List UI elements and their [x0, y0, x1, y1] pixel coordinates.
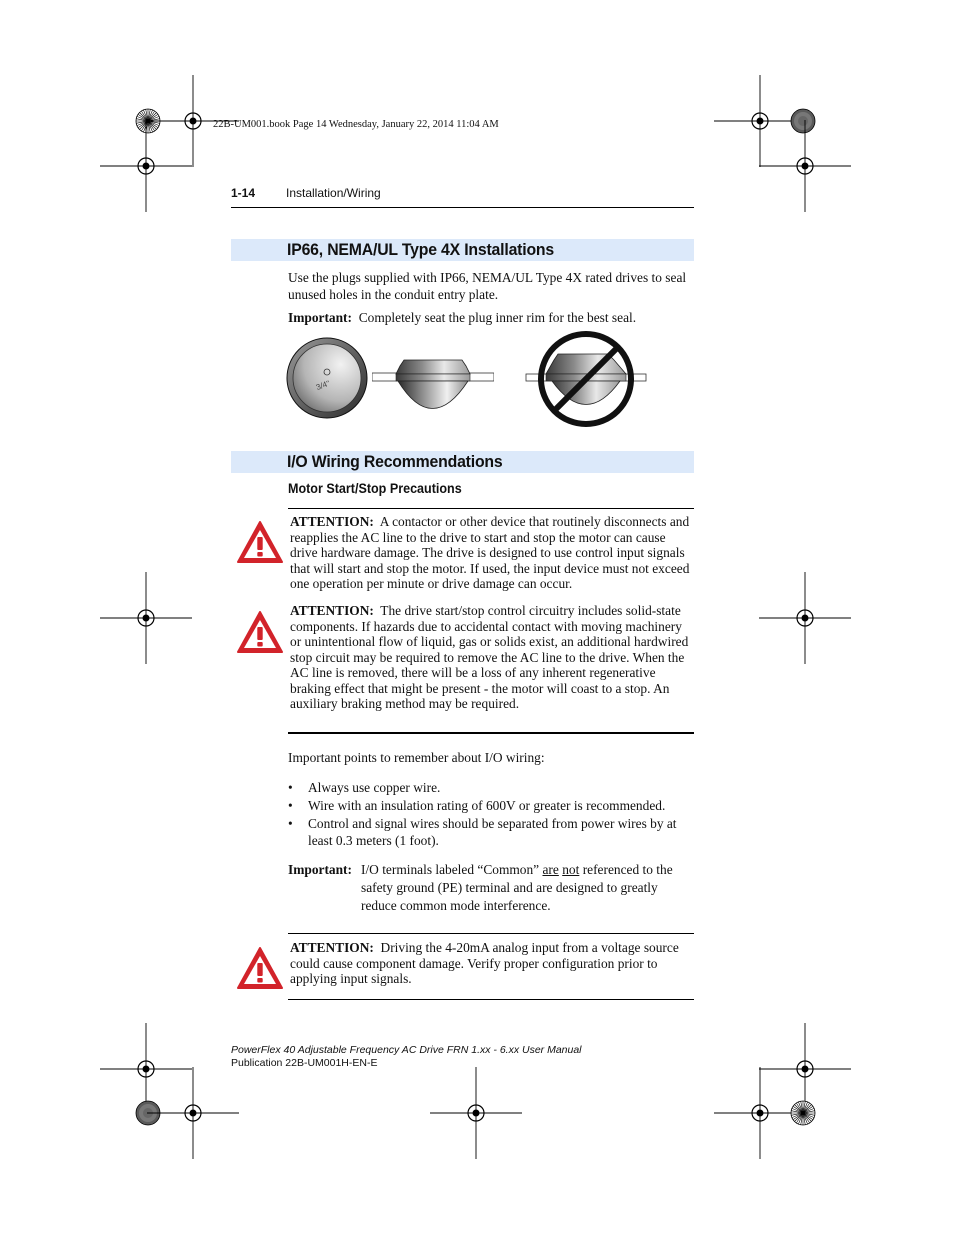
important-text: I/O terminals labeled “Common”	[361, 862, 540, 877]
list-item: • Wire with an insulation rating of 600V or greater is recommended.	[288, 798, 666, 813]
plug-seated-illustration	[372, 356, 494, 422]
list-item: • Control and signal wires should be separated from power wires by at least 0.3 meters (1 foot).	[288, 816, 677, 848]
attention-label: ATTENTION:	[290, 940, 374, 955]
list-item: • Always use copper wire.	[288, 780, 441, 795]
attention-analog-input	[290, 940, 694, 987]
ip66-paragraph: Use the plugs supplied with IP66, NEMA/UL Type 4X rated drives to seal unused holes in the conduit entry plate.	[288, 270, 687, 302]
warning-icon	[236, 520, 284, 564]
io-wiring-bullets	[288, 779, 694, 850]
footer-publication: Publication 22B-UM001H-EN-E	[231, 1057, 378, 1069]
attention-start-stop	[290, 603, 694, 712]
attention-bottom-rule	[288, 732, 694, 734]
attention-label: ATTENTION:	[290, 603, 374, 618]
plug-size-marking: 3/4"	[314, 378, 332, 393]
plug-top-view-illustration	[286, 336, 368, 420]
attention-text: Driving the 4-20mA analog input from a voltage source could cause component damage. Verify proper configuration prior to applying input signals.	[290, 940, 679, 986]
section-title-ip66: IP66, NEMA/UL Type 4X Installations	[287, 240, 555, 259]
important-text: referenced to the safety ground (PE) terminal and are designed to greatly reduce common mode interference.	[361, 862, 673, 913]
warning-icon	[236, 610, 284, 654]
attention-top-rule	[288, 933, 694, 934]
print-info: 22B-UM001.book Page 14 Wednesday, January 22, 2014 11:04 AM	[213, 119, 499, 130]
attention-top-rule	[288, 508, 694, 509]
io-wiring-intro: Important points to remember about I/O wiring:	[288, 750, 545, 765]
attention-text: The drive start/stop control circuitry includes solid-state components. If hazards due to accidental contact with moving machinery or unintentional flow of liquid, gas or solids exist, an additional hardwired stop circuit may be required to remove the AC line to the drive. When the AC line is removed, there will be a loss of any inherent regenerative braking effect that might be present - the motor will coast to a stop. An auxiliary braking method may be required.	[290, 603, 689, 711]
attention-text: A contactor or other device that routinely disconnects and reapplies the AC line to the drive to start and stop the motor can cause drive hardware damage. The drive is designed to use control input signals that will start and stop the motor. If used, the input device must not exceed one operation per minute or drive damage can occur.	[290, 514, 690, 591]
important-label: Important:	[288, 862, 352, 877]
section-title-io-wiring: I/O Wiring Recommendations	[287, 452, 503, 471]
underlined-not: not	[562, 862, 580, 877]
running-header: Installation/Wiring	[286, 186, 381, 200]
important-label: Important:	[288, 310, 352, 325]
plug-incorrect-illustration	[524, 330, 648, 428]
attention-contactor	[290, 514, 694, 592]
section-heading-band	[231, 451, 694, 473]
underlined-are: are	[542, 862, 559, 877]
ip66-important	[288, 309, 694, 326]
page-number: 1-14	[231, 186, 256, 200]
attention-bottom-rule	[288, 999, 694, 1000]
important-text: Completely seat the plug inner rim for the best seal.	[358, 310, 637, 325]
io-important-note	[288, 861, 694, 915]
attention-label: ATTENTION:	[290, 514, 374, 529]
subsection-title-motor-start-stop: Motor Start/Stop Precautions	[288, 481, 462, 496]
warning-icon	[236, 946, 284, 990]
footer-manual-title: PowerFlex 40 Adjustable Frequency AC Drive FRN 1.xx - 6.xx User Manual	[231, 1044, 582, 1056]
header-rule	[231, 207, 694, 208]
section-heading-band	[231, 239, 694, 261]
